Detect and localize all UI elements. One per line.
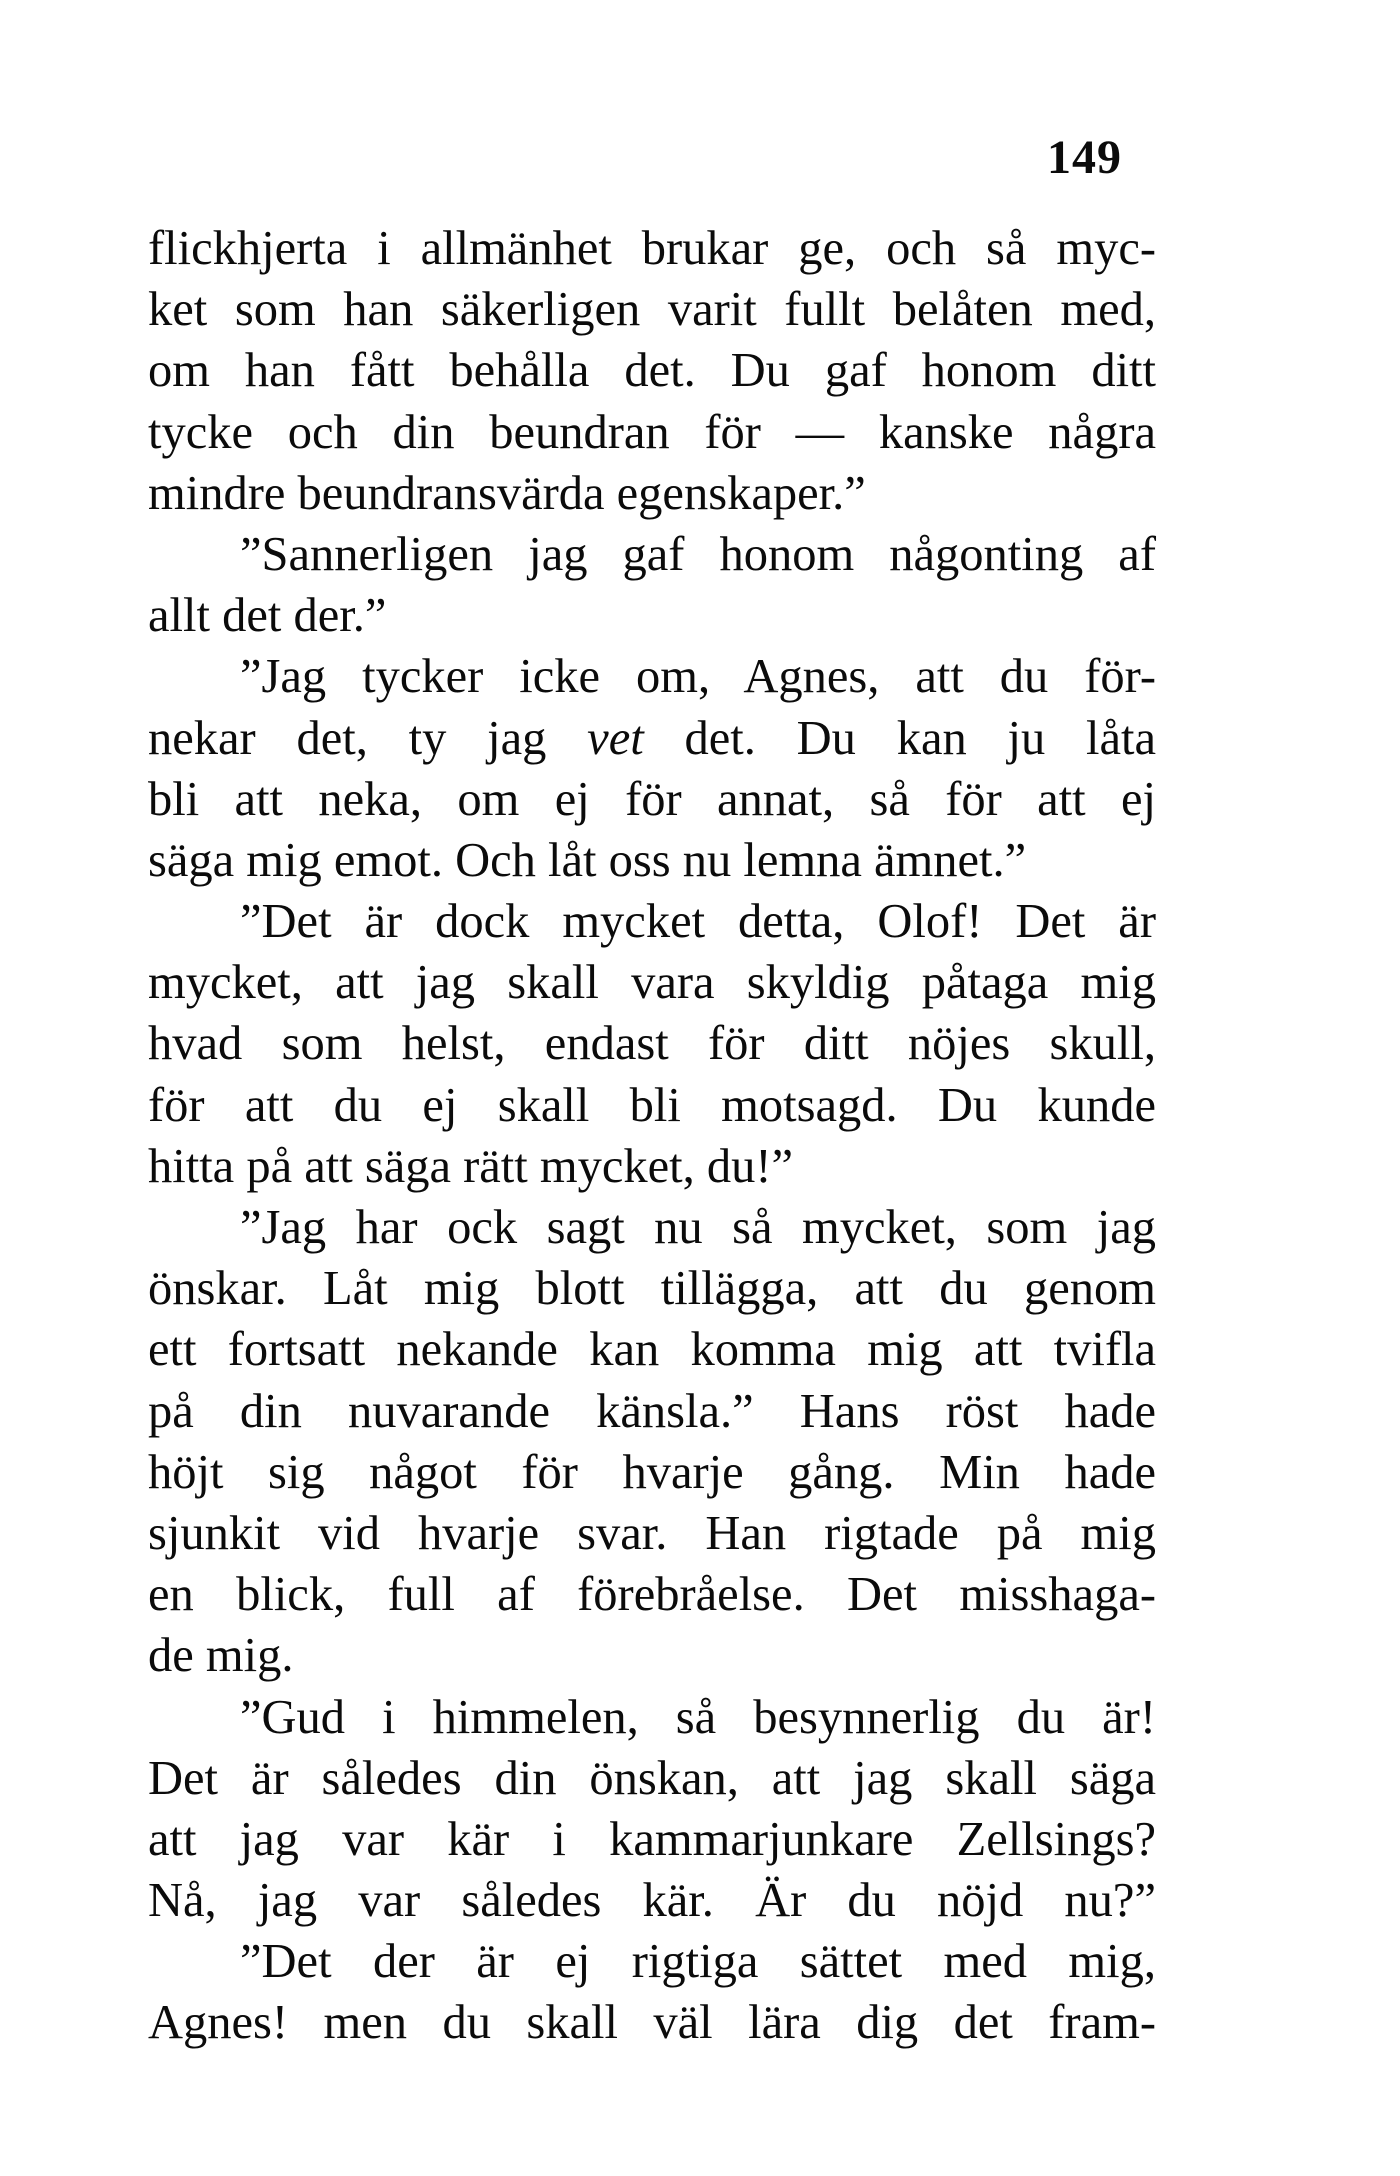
emphasized-word: vet <box>587 711 644 765</box>
text-line: Agnes! men du skall väl lära dig det fram- <box>148 1996 1156 2050</box>
text-line: bli att neka, om ej för annat, så för att ej <box>148 772 1156 826</box>
text-line: ”Jag tycker icke om, Agnes, att du för- <box>240 650 1156 704</box>
text-line: säga mig emot. Och låt oss nu lemna ämnet.” <box>148 833 1027 887</box>
text-line: hitta på att säga rätt mycket, du!” <box>148 1139 794 1193</box>
text-line: på din nuvarande känsla.” Hans röst hade <box>148 1384 1156 1438</box>
text-line: Nå, jag var således kär. Är du nöjd nu?” <box>148 1874 1156 1928</box>
text-line: ”Sannerligen jag gaf honom någonting af <box>240 527 1156 581</box>
text-line: en blick, full af förebråelse. Det misshaga- <box>148 1568 1156 1622</box>
page-number: 149 <box>1047 131 1122 184</box>
body-text <box>148 218 1156 2054</box>
text-line: hvad som helst, endast för ditt nöjes skull, <box>148 1017 1156 1071</box>
text-line: ”Jag har ock sagt nu så mycket, som jag <box>240 1201 1156 1254</box>
text-line: önskar. Låt mig blott tillägga, att du genom <box>148 1262 1156 1316</box>
text-line: ”Gud i himmelen, så besynnerlig du är! <box>240 1690 1156 1744</box>
text-line: mycket, att jag skall vara skyldig påtaga mig <box>148 956 1156 1010</box>
text-line: ”Det är dock mycket detta, Olof! Det är <box>240 895 1156 949</box>
text-line: ket som han säkerligen varit fullt belåten med, <box>148 283 1156 337</box>
text-line: ett fortsatt nekande kan komma mig att tvifla <box>148 1323 1156 1377</box>
text-line: flickhjerta i allmänhet brukar ge, och så myc- <box>148 222 1156 275</box>
text-line: om han fått behålla det. Du gaf honom ditt <box>148 344 1156 398</box>
text-line: tycke och din beundran för — kanske några <box>148 405 1156 459</box>
text-line: höjt sig något för hvarje gång. Min hade <box>148 1445 1156 1499</box>
text-line: sjunkit vid hvarje svar. Han rigtade på mig <box>148 1506 1156 1560</box>
text-line: ”Det der är ej rigtiga sättet med mig, <box>240 1935 1156 1989</box>
text-line: att jag var kär i kammarjunkare Zellsings? <box>148 1812 1156 1866</box>
text-line: Det är således din önskan, att jag skall säga <box>148 1751 1156 1805</box>
text-line: de mig. <box>148 1629 294 1683</box>
text-line: allt det der.” <box>148 589 387 643</box>
text-line: mindre beundransvärda egenskaper.” <box>148 466 866 520</box>
text-line: för att du ej skall bli motsagd. Du kunde <box>148 1078 1156 1132</box>
text-line: nekar det, ty jag vet det. Du kan ju låta <box>148 711 1156 765</box>
